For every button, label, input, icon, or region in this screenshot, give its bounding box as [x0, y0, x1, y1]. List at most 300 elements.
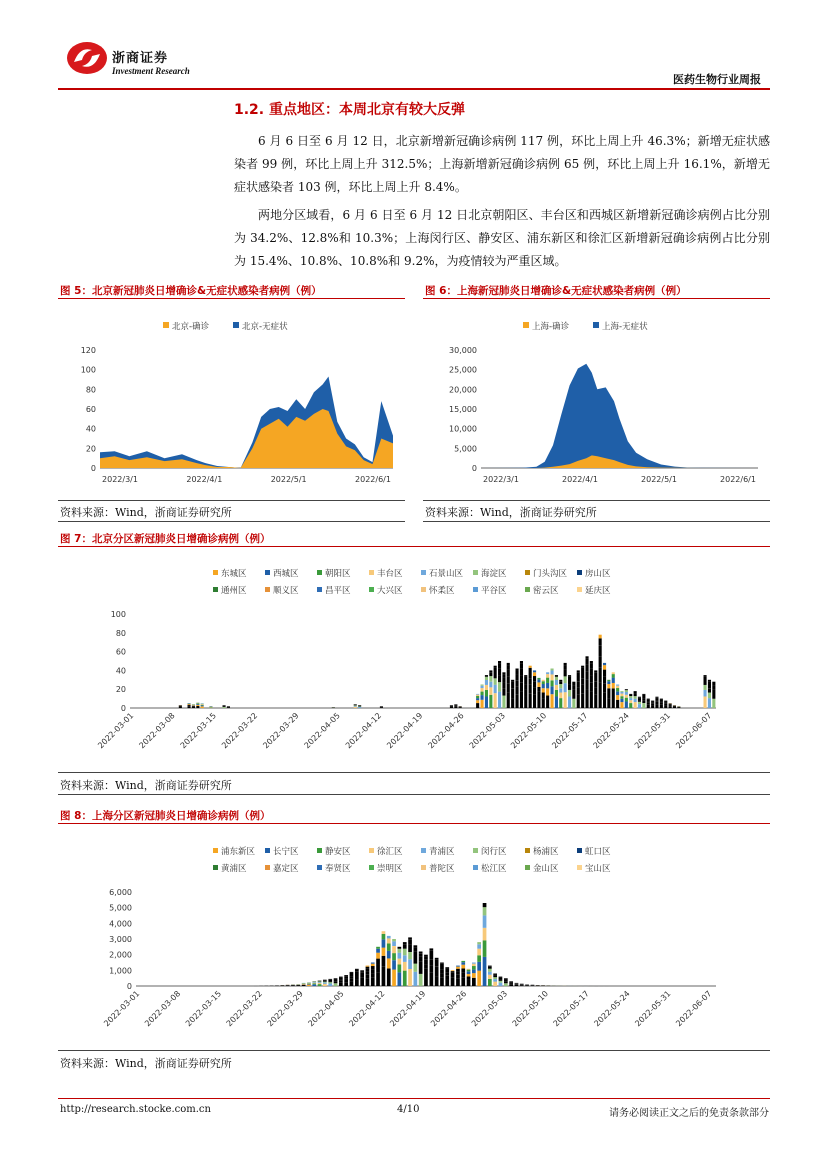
header-divider — [58, 88, 770, 90]
bar-segment — [481, 685, 484, 686]
bar-segment — [647, 705, 650, 708]
bar-segment — [476, 698, 479, 700]
y-tick-label: 80 — [115, 628, 126, 638]
bar-segment — [520, 682, 523, 691]
bar-segment — [398, 949, 402, 953]
logo-text-en: Investment Research — [112, 66, 190, 76]
bar-segment — [525, 986, 529, 987]
bar-segment — [551, 694, 554, 708]
bar-segment — [344, 975, 348, 976]
bar-segment — [493, 974, 497, 975]
bar-segment — [476, 703, 479, 708]
bar-segment — [559, 698, 562, 708]
legend-label: 嘉定区 — [273, 864, 299, 874]
bar-segment — [387, 943, 391, 951]
bar-segment — [334, 982, 338, 984]
bar-segment — [542, 688, 545, 692]
bar-segment — [318, 981, 322, 982]
bar-segment — [581, 678, 584, 684]
bar-segment — [360, 971, 364, 973]
bar-segment — [456, 979, 460, 986]
bar-segment — [502, 696, 505, 709]
legend-swatch — [421, 865, 426, 870]
bar-segment — [507, 692, 510, 708]
legend-label: 延庆区 — [585, 586, 611, 596]
bar-segment — [355, 969, 359, 970]
bar-segment — [555, 677, 558, 680]
bar-segment — [524, 675, 527, 677]
bar-segment — [586, 680, 589, 690]
x-tick-label: 2022-03-29 — [265, 989, 305, 1029]
bar-segment — [334, 979, 338, 980]
bar-segment — [382, 931, 386, 934]
bar-segment — [669, 705, 672, 706]
bar-segment — [572, 683, 575, 686]
bar-segment — [529, 678, 532, 684]
bar-segment — [577, 672, 580, 676]
bar-segment — [655, 697, 658, 698]
bar-segment — [392, 960, 396, 969]
bar-segment — [398, 953, 402, 959]
x-tick-label: 2022/3/1 — [483, 475, 519, 484]
bar-segment — [307, 983, 311, 984]
bar-segment — [664, 701, 667, 702]
bar-segment — [520, 675, 523, 682]
bar-segment — [529, 693, 532, 708]
bar-segment — [382, 939, 386, 947]
bar-segment — [296, 985, 300, 986]
bar-segment — [382, 934, 386, 939]
bar-segment — [564, 676, 567, 683]
bar-segment — [603, 683, 606, 692]
legend-swatch — [525, 865, 530, 870]
bar-segment — [196, 703, 199, 704]
bar-segment — [323, 984, 327, 986]
bar-segment — [664, 703, 667, 704]
bar-segment — [392, 953, 396, 960]
bar-segment — [339, 983, 343, 986]
legend-swatch — [265, 865, 270, 870]
series-area-上海-无症状 — [481, 364, 758, 468]
bar-segment — [196, 703, 199, 704]
bar-segment — [577, 687, 580, 695]
bar-segment — [629, 703, 632, 708]
bar-segment — [467, 970, 471, 972]
bar-segment — [398, 972, 402, 986]
bar-segment — [403, 949, 407, 956]
bar-segment — [344, 980, 348, 982]
y-tick-label: 0 — [126, 982, 132, 991]
bar-segment — [599, 682, 602, 708]
bar-segment — [360, 977, 364, 980]
bar-segment — [616, 685, 619, 686]
bar-segment — [392, 946, 396, 953]
x-tick-label: 2022-03-08 — [137, 711, 177, 751]
bar-segment — [323, 982, 327, 983]
legend-label: 金山区 — [533, 864, 559, 874]
section-title: 1.2. 重点地区：本周北京有较大反弹 — [234, 102, 465, 118]
bar-segment — [435, 966, 439, 970]
bar-segment — [642, 696, 645, 698]
bar-segment — [564, 692, 567, 708]
legend-swatch — [577, 865, 582, 870]
bar-segment — [451, 970, 455, 971]
bar-segment — [629, 695, 632, 696]
bar-segment — [651, 705, 654, 708]
bar-segment — [355, 971, 359, 974]
bar-segment — [387, 951, 391, 959]
bar-segment — [616, 686, 619, 688]
bar-segment — [494, 685, 497, 693]
bar-segment — [382, 956, 386, 967]
bar-segment — [577, 676, 580, 682]
bar-segment — [318, 984, 322, 986]
bar-segment — [629, 700, 632, 703]
bar-segment — [620, 691, 623, 692]
bar-segment — [712, 682, 715, 683]
bar-segment — [435, 971, 439, 977]
bar-segment — [507, 676, 510, 683]
fig7-title: 图 7：北京分区新冠肺炎日增确诊病例（例） — [60, 533, 271, 545]
fig8-chart — [58, 828, 770, 1050]
bar-segment — [607, 680, 610, 681]
legend-swatch — [369, 587, 374, 592]
legend-swatch — [525, 848, 530, 853]
bar-segment — [511, 688, 514, 692]
legend-label: 房山区 — [585, 569, 611, 579]
bar-segment — [350, 974, 354, 976]
bar-segment — [424, 964, 428, 969]
bar-segment — [366, 969, 370, 972]
bar-segment — [461, 977, 465, 986]
bar-segment — [493, 982, 497, 986]
bar-segment — [302, 985, 306, 986]
bar-segment — [524, 697, 527, 709]
legend-label: 上海-确诊 — [532, 322, 570, 332]
bar-segment — [504, 979, 508, 980]
bar-segment — [612, 678, 615, 683]
bar-segment — [509, 984, 513, 986]
bar-segment — [440, 966, 444, 970]
legend-swatch — [265, 587, 270, 592]
legend-swatch — [523, 322, 529, 328]
legend-swatch — [421, 848, 426, 853]
bar-segment — [430, 960, 434, 966]
x-tick-label: 2022-04-12 — [347, 989, 387, 1029]
bar-segment — [339, 978, 343, 979]
bar-segment — [625, 701, 628, 708]
bar-segment — [577, 695, 580, 708]
bar-segment — [179, 706, 182, 707]
bar-segment — [454, 706, 457, 707]
footer-url[interactable]: http://research.stocke.com.cn — [60, 1104, 211, 1115]
bar-segment — [612, 683, 615, 688]
bar-segment — [638, 698, 641, 700]
y-tick-label: 6,000 — [109, 888, 132, 897]
bar-segment — [546, 696, 549, 709]
bar-segment — [603, 663, 606, 665]
bar-segment — [660, 705, 663, 708]
bar-segment — [456, 969, 460, 972]
legend-label: 闵行区 — [481, 847, 507, 857]
bar-segment — [419, 974, 423, 986]
legend-swatch — [369, 848, 374, 853]
bar-segment — [477, 942, 481, 944]
legend-label: 松江区 — [481, 864, 507, 874]
bar-segment — [520, 668, 523, 675]
bar-segment — [419, 957, 423, 962]
bar-segment — [660, 700, 663, 701]
bar-segment — [502, 674, 505, 678]
bar-segment — [498, 661, 501, 663]
bar-segment — [572, 690, 575, 694]
bar-segment — [507, 665, 510, 670]
bar-segment — [454, 705, 457, 706]
bar-segment — [704, 677, 707, 680]
bar-segment — [328, 984, 332, 986]
bar-segment — [392, 970, 396, 986]
bar-segment — [445, 967, 449, 968]
bar-segment — [380, 707, 383, 708]
bar-segment — [516, 669, 519, 671]
legend-label: 宝山区 — [585, 864, 611, 874]
y-tick-label: 5,000 — [109, 903, 132, 913]
bar-segment — [477, 944, 481, 948]
fig8-title: 图 8：上海分区新冠肺炎日增确诊病例（例） — [60, 810, 271, 822]
legend-label: 浦东新区 — [221, 847, 256, 857]
bar-segment — [179, 707, 182, 708]
bar-segment — [408, 940, 412, 945]
bar-segment — [481, 695, 484, 700]
bar-segment — [355, 974, 359, 977]
bar-segment — [625, 695, 628, 698]
bar-segment — [647, 699, 650, 700]
bar-segment — [494, 668, 497, 672]
bar-segment — [188, 705, 191, 706]
bar-segment — [546, 674, 549, 678]
bar-segment — [638, 697, 641, 698]
bar-segment — [488, 975, 492, 979]
bar-segment — [493, 975, 497, 977]
bar-segment — [559, 681, 562, 684]
bar-segment — [188, 706, 191, 708]
bar-segment — [376, 949, 380, 953]
bar-segment — [307, 985, 311, 986]
bar-segment — [634, 692, 637, 694]
bar-segment — [625, 689, 628, 690]
legend-label: 普陀区 — [429, 864, 455, 874]
bar-segment — [328, 980, 332, 981]
bar-segment — [651, 704, 654, 706]
bar-segment — [445, 976, 449, 980]
x-tick-label: 2022/3/1 — [102, 475, 138, 484]
bar-segment — [586, 656, 589, 659]
bar-segment — [511, 693, 514, 699]
x-tick-label: 2022-04-26 — [429, 989, 469, 1029]
x-tick-label: 2022-05-31 — [632, 711, 673, 751]
bar-segment — [472, 973, 476, 978]
bar-segment — [564, 663, 567, 665]
bar-segment — [498, 663, 501, 668]
bar-segment — [529, 666, 532, 668]
bar-segment — [403, 955, 407, 962]
bar-segment — [603, 665, 606, 670]
bar-segment — [515, 985, 519, 986]
bar-segment — [312, 983, 316, 984]
bar-segment — [499, 977, 503, 978]
bar-segment — [477, 949, 481, 956]
bar-segment — [192, 706, 195, 707]
bar-segment — [647, 700, 650, 701]
bar-segment — [634, 691, 637, 692]
bar-segment — [355, 970, 359, 972]
bar-segment — [498, 675, 501, 682]
bar-segment — [354, 706, 357, 707]
bar-segment — [366, 972, 370, 975]
bar-segment — [634, 699, 637, 702]
bar-segment — [451, 975, 455, 977]
bar-segment — [507, 683, 510, 692]
bar-segment — [516, 674, 519, 680]
bar-segment — [414, 958, 418, 964]
fig6-source: 资料来源：Wind，浙商证券研究所 — [425, 506, 597, 519]
bar-segment — [360, 981, 364, 986]
bar-segment — [371, 963, 375, 964]
y-tick-label: 25,000 — [449, 365, 477, 375]
bar-segment — [472, 970, 476, 974]
bar-segment — [533, 695, 536, 708]
bar-segment — [586, 690, 589, 708]
bar-segment — [520, 692, 523, 708]
logo-icon — [66, 40, 108, 76]
bar-segment — [647, 703, 650, 705]
bar-segment — [533, 682, 536, 688]
footer-divider — [58, 1098, 770, 1099]
legend-label: 徐汇区 — [377, 847, 403, 857]
bar-segment — [483, 928, 487, 940]
bar-segment — [616, 695, 619, 700]
legend-label: 门头沟区 — [533, 569, 568, 579]
bar-segment — [461, 961, 465, 962]
bar-segment — [485, 677, 488, 680]
bar-segment — [708, 684, 711, 688]
bar-segment — [537, 679, 540, 682]
bar-segment — [430, 948, 434, 950]
bar-segment — [312, 984, 316, 986]
legend-swatch — [317, 587, 322, 592]
bar-segment — [493, 974, 497, 975]
legend-label: 青浦区 — [429, 847, 455, 857]
bar-segment — [559, 680, 562, 681]
bar-segment — [533, 672, 536, 676]
bar-segment — [559, 693, 562, 699]
bar-segment — [354, 705, 357, 706]
bar-segment — [328, 982, 332, 983]
bar-segment — [629, 698, 632, 700]
fig8-title-rule — [58, 823, 770, 824]
bar-segment — [467, 977, 471, 980]
bar-segment — [461, 969, 465, 973]
bar-segment — [360, 973, 364, 975]
x-tick-label: 2022-05-17 — [550, 711, 590, 751]
bar-segment — [223, 706, 226, 707]
bar-segment — [638, 702, 641, 704]
bar-segment — [581, 666, 584, 668]
bar-segment — [201, 705, 204, 706]
bar-segment — [201, 705, 204, 706]
x-tick-label: 2022-03-22 — [220, 711, 260, 751]
bar-segment — [586, 672, 589, 680]
bar-segment — [424, 959, 428, 964]
bar-segment — [403, 942, 407, 944]
bar-segment — [655, 697, 658, 698]
x-tick-label: 2022-03-29 — [261, 711, 301, 751]
bar-segment — [456, 966, 460, 967]
bar-segment — [673, 707, 676, 708]
bar-segment — [634, 694, 637, 697]
y-tick-label: 0 — [120, 704, 126, 713]
bar-segment — [581, 685, 584, 693]
bar-segment — [586, 659, 589, 664]
bar-segment — [485, 690, 488, 697]
bar-segment — [483, 940, 487, 957]
bar-segment — [408, 969, 412, 986]
bar-segment — [599, 635, 602, 639]
x-tick-label: 2022-05-10 — [510, 989, 550, 1029]
bar-segment — [572, 682, 575, 683]
bar-segment — [485, 675, 488, 677]
legend-swatch — [593, 322, 599, 328]
legend-label: 昌平区 — [325, 586, 351, 596]
bar-segment — [472, 978, 476, 986]
y-tick-label: 20 — [115, 685, 126, 695]
bar-segment — [555, 690, 558, 697]
legend-label: 北京-无症状 — [242, 322, 288, 332]
bar-segment — [542, 681, 545, 684]
bar-segment — [488, 972, 492, 975]
bar-segment — [489, 695, 492, 708]
x-tick-label: 2022-04-19 — [385, 711, 425, 751]
bar-segment — [450, 706, 453, 707]
bar-segment — [424, 975, 428, 986]
fig5-bottom-rule — [58, 500, 405, 501]
bar-segment — [708, 693, 711, 699]
bar-segment — [493, 977, 497, 979]
bar-segment — [323, 981, 327, 982]
bar-segment — [546, 683, 549, 688]
bar-segment — [188, 705, 191, 706]
bar-segment — [499, 983, 503, 986]
bar-segment — [537, 687, 540, 692]
bar-segment — [489, 672, 492, 676]
x-tick-label: 2022-03-01 — [96, 711, 136, 751]
legend-swatch — [473, 587, 478, 592]
bar-segment — [350, 978, 354, 981]
bar-segment — [355, 977, 359, 980]
bar-segment — [387, 936, 391, 939]
bar-segment — [620, 692, 623, 694]
x-tick-label: 2022-05-10 — [509, 711, 549, 751]
bar-segment — [516, 694, 519, 708]
bar-segment — [408, 937, 412, 939]
legend-swatch — [577, 848, 582, 853]
bar-segment — [655, 700, 658, 702]
bar-segment — [625, 690, 628, 692]
bar-segment — [620, 694, 623, 697]
bar-segment — [704, 680, 707, 685]
bar-segment — [467, 971, 471, 974]
bar-segment — [638, 704, 641, 708]
